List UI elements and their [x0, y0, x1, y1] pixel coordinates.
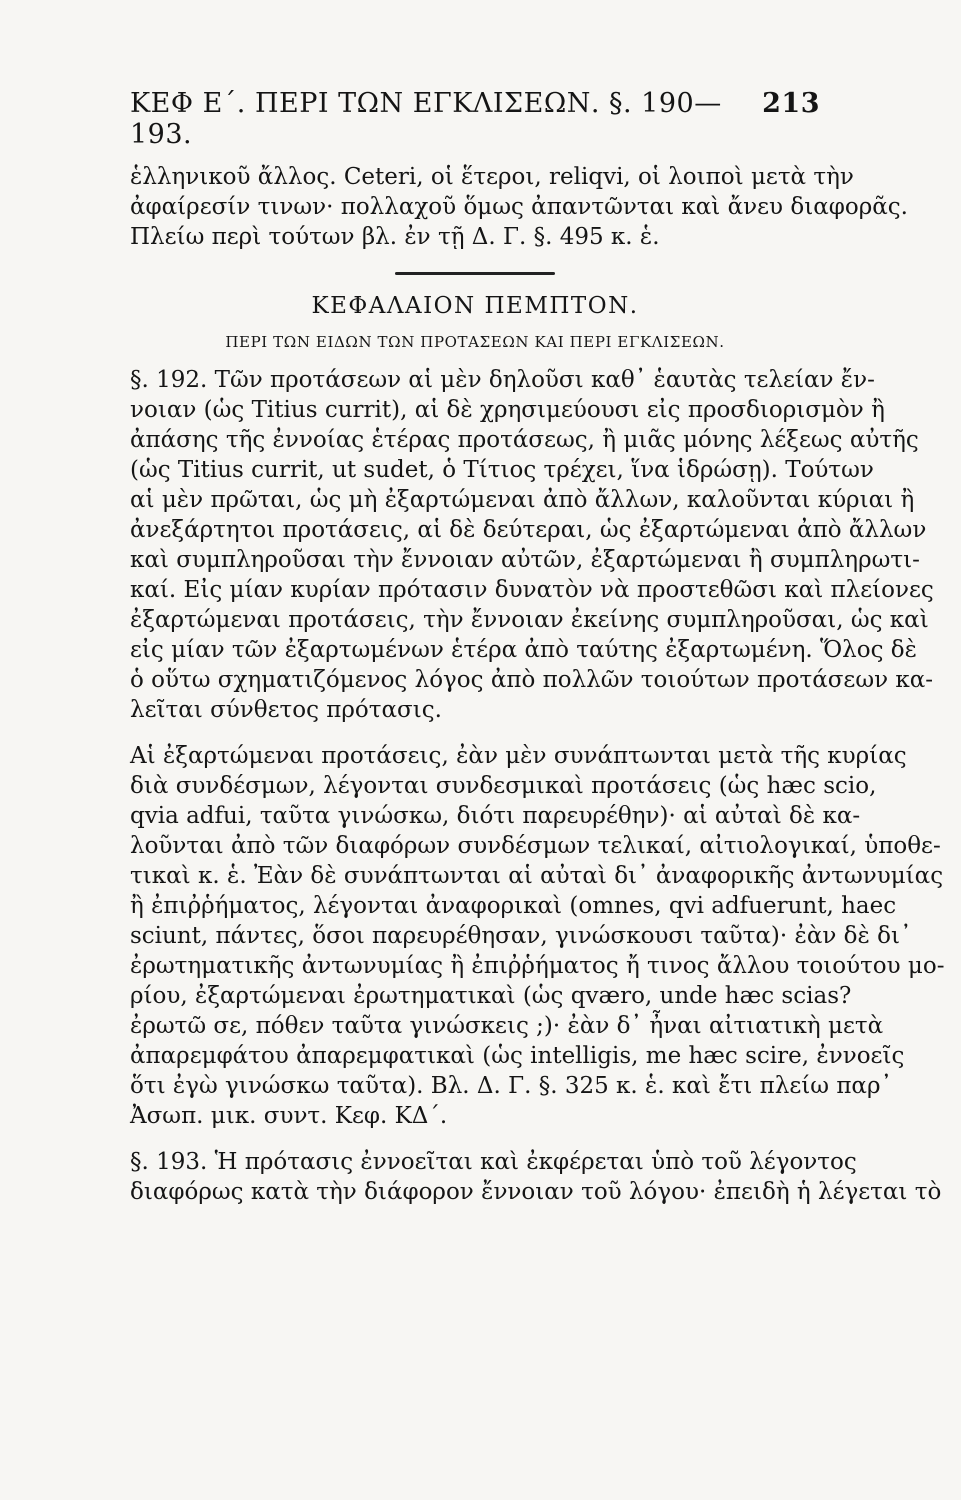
text-line: αἱ μὲν πρῶται, ὡς μὴ ἐξαρτώμεναι ἀπὸ ἄλλων, καλοῦνται κύριαι ἢ [130, 487, 915, 513]
text-line: ἀνεξάρτητοι προτάσεις, αἱ δὲ δεύτεραι, ὡς ἐξαρτώμεναι ἀπὸ ἄλλων [130, 517, 927, 543]
text-line: §. 192. Τῶν προτάσεων αἱ μὲν δηλοῦσι καθ᾿ ἑαυτὰς τελείαν ἔν- [130, 367, 875, 393]
text-line: Ἀσωπ. μικ. συντ. Κεφ. ΚΔ΄. [130, 1103, 448, 1129]
text-line: sciunt, πάντες, ὅσοι παρευρέθησαν, γινώσκουσι ταῦτα)· ἐὰν δὲ δι᾿ [130, 923, 912, 949]
text-line: ὁ οὕτω σχηματιζόμενος λόγος ἀπὸ πολλῶν τοιούτων προτάσεων κα- [130, 667, 934, 693]
text-line: ἑλληνικοῦ ἄλλος. Ceteri, οἱ ἕτεροι, reliqvi, οἱ λοιποὶ μετὰ τὴν [130, 164, 854, 190]
text-line: διαφόρως κατὰ τὴν διάφορον ἔννοιαν τοῦ λόγου· ἐπειδὴ ἡ λέγεται τὸ [130, 1179, 942, 1205]
text-line: ἀπάσης τῆς ἐννοίας ἑτέρας προτάσεως, ἢ μιᾶς μόνης λέξεως αὐτῆς [130, 427, 919, 453]
text-line: λεῖται σύνθετος πρότασις. [130, 697, 442, 723]
paragraph-gap [130, 725, 820, 741]
text-line: ὅτι ἐγὼ γινώσκω ταῦτα). Βλ. Δ. Γ. §. 325 κ. ἑ. καὶ ἔτι πλείω παρ᾿ [130, 1073, 892, 1099]
ornamental-rule [395, 272, 555, 275]
text-line: λοῦνται ἀπὸ τῶν διαφόρων συνδέσμων τελικαί, αἰτιολογικαί, ὑποθε- [130, 833, 941, 859]
section-193 [130, 1147, 942, 1207]
text-line: ρίου, ἐξαρτώμεναι ἐρωτηματικαὶ (ὡς qværo, unde hæc scias? [130, 983, 852, 1009]
paragraph-dependent-clauses [130, 741, 945, 1131]
paragraph-gap [130, 1131, 820, 1147]
text-line: ἢ ἐπιῤῥήματος, λέγονται ἀναφορικαὶ (omnes, qvi adfuerunt, haec [130, 893, 897, 919]
text-line: ἐρωτῶ σε, πόθεν ταῦτα γινώσκεις ;)· ἐὰν δ᾿ ἦναι αἰτιατικὴ μετὰ [130, 1013, 884, 1039]
chapter-subtitle: ΠΕΡΙ ΤΩΝ ΕΙΔΩΝ ΤΩΝ ΠΡΟΤΑΣΕΩΝ ΚΑΙ ΠΕΡΙ ΕΓΚΛΙΣΕΩΝ. [225, 333, 725, 351]
running-header [130, 88, 820, 150]
text-line: ἀπαρεμφάτου ἀπαρεμφατικαὶ (ὡς intelligis, me hæc scire, ἐννοεῖς [130, 1043, 905, 1069]
intro-paragraph [130, 162, 908, 252]
page-number: 213 [762, 88, 820, 119]
text-line: Πλείω περὶ τούτων βλ. ἐν τῇ Δ. Γ. §. 495 κ. ἑ. [130, 224, 660, 250]
text-line: Αἱ ἐξαρτώμεναι προτάσεις, ἐὰν μὲν συνάπτωνται μετὰ τῆς κυρίας [130, 743, 907, 769]
text-line: τικαὶ κ. ἑ. Ἐὰν δὲ συνάπτωνται αἱ αὐταὶ δι᾿ ἀναφορικῆς ἀντωνυμίας [130, 863, 944, 889]
book-page [130, 88, 945, 1207]
text-line: εἰς μίαν τῶν ἐξαρτωμένων ἑτέρα ἀπὸ ταύτης ἐξαρτωμένη. Ὅλος δὲ [130, 637, 917, 663]
text-line: (ὡς Titius currit, ut sudet, ὁ Τίτιος τρέχει, ἵνα ἱδρώσῃ). Τούτων [130, 457, 874, 483]
text-line: ἐξαρτώμεναι προτάσεις, τὴν ἔννοιαν ἐκείνης συμπληροῦσαι, ὡς καὶ [130, 607, 929, 633]
text-line: καὶ συμπληροῦσαι τὴν ἔννοιαν αὐτῶν, ἐξαρτώμεναι ἢ συμπληρωτι- [130, 547, 920, 573]
running-title: ΚΕΦ Ε΄. ΠΕΡΙ ΤΩΝ ΕΓΚΛΙΣΕΩΝ. §. 190—193. [130, 88, 722, 150]
chapter-title: ΚΕΦΑΛΑΙΟΝ ΠΕΜΠΤΟΝ. [311, 293, 639, 319]
text-line: νοιαν (ὡς Titius currit), αἱ δὲ χρησιμεύουσι εἰς προσδιορισμὸν ἢ [130, 397, 885, 423]
text-line: ἀφαίρεσίν τινων· πολλαχοῦ ὅμως ἀπαντῶνται καὶ ἄνευ διαφορᾶς. [130, 194, 908, 220]
text-line: διὰ συνδέσμων, λέγονται συνδεσμικαὶ προτάσεις (ὡς hæc scio, [130, 773, 877, 799]
text-line: §. 193. Ἡ πρότασις ἐννοεῖται καὶ ἐκφέρεται ὑπὸ τοῦ λέγοντος [130, 1149, 857, 1175]
text-line: καί. Εἰς μίαν κυρίαν πρότασιν δυνατὸν νὰ προστεθῶσι καὶ πλείονες [130, 577, 934, 603]
text-line: qvia adfui, ταῦτα γινώσκω, διότι παρευρέθην)· αἱ αὐταὶ δὲ κα- [130, 803, 861, 829]
text-line: ἐρωτηματικῆς ἀντωνυμίας ἢ ἐπιῤῥήματος ἤ τινος ἄλλου τοιούτου μο- [130, 953, 945, 979]
section-192 [130, 365, 934, 725]
